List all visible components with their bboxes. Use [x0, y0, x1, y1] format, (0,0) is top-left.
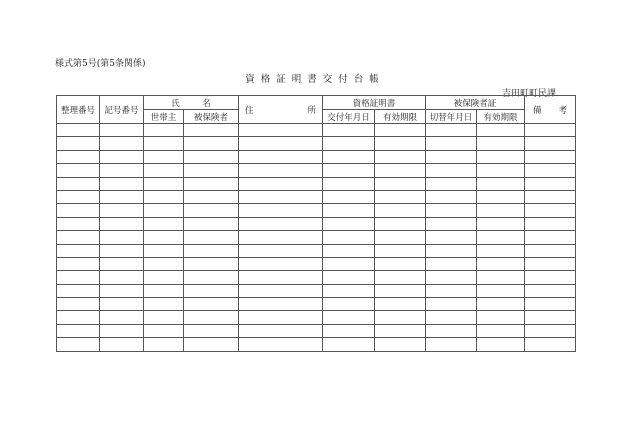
table-row: [57, 284, 576, 297]
table-cell: [525, 271, 576, 284]
table-cell: [323, 124, 375, 137]
table-cell: [525, 164, 576, 177]
header-hihokensha: 被保険者: [184, 110, 239, 124]
table-row: [57, 190, 576, 203]
table-cell: [144, 137, 184, 150]
department-name: 吉田町町民課: [501, 89, 556, 99]
table-cell: [375, 124, 426, 137]
table-cell: [57, 271, 100, 284]
table-cell: [375, 284, 426, 297]
table-cell: [144, 164, 184, 177]
table-cell: [57, 257, 100, 270]
table-cell: [375, 190, 426, 203]
table-cell: [525, 137, 576, 150]
table-cell: [375, 231, 426, 244]
header-kirikae-nengappi: 切替年月日: [426, 110, 477, 124]
table-cell: [100, 338, 144, 351]
table-cell: [477, 284, 525, 297]
table-cell: [144, 324, 184, 337]
header-kofu-nengappi: 交付年月日: [323, 110, 375, 124]
table-cell: [57, 164, 100, 177]
table-cell: [426, 164, 477, 177]
table-cell: [477, 217, 525, 230]
header-hihokenshasho: 被保険者証: [426, 96, 525, 110]
table-cell: [375, 257, 426, 270]
table-cell: [477, 190, 525, 203]
table-cell: [100, 150, 144, 163]
header-jusho-char-2: 所: [307, 105, 316, 116]
table-cell: [57, 150, 100, 163]
table-cell: [57, 284, 100, 297]
table-cell: [100, 164, 144, 177]
table-cell: [239, 284, 323, 297]
header-shimei-char-1: 氏: [171, 98, 180, 109]
table-cell: [239, 217, 323, 230]
table-cell: [323, 284, 375, 297]
table-cell: [184, 257, 239, 270]
table-cell: [426, 271, 477, 284]
table-cell: [144, 217, 184, 230]
table-cell: [323, 137, 375, 150]
table-cell: [57, 231, 100, 244]
table-cell: [100, 177, 144, 190]
table-cell: [426, 298, 477, 311]
table-cell: [144, 257, 184, 270]
table-cell: [100, 298, 144, 311]
table-cell: [477, 338, 525, 351]
table-cell: [477, 324, 525, 337]
table-row: [57, 244, 576, 257]
table-row: [57, 150, 576, 163]
table-cell: [100, 257, 144, 270]
table-cell: [477, 150, 525, 163]
table-cell: [375, 204, 426, 217]
table-cell: [100, 324, 144, 337]
table-cell: [239, 244, 323, 257]
table-cell: [477, 164, 525, 177]
table-cell: [57, 124, 100, 137]
table-cell: [239, 271, 323, 284]
table-cell: [525, 177, 576, 190]
table-cell: [100, 311, 144, 324]
table-cell: [525, 338, 576, 351]
header-yuko-kigen-1: 有効期限: [375, 110, 426, 124]
table-cell: [144, 150, 184, 163]
table-cell: [144, 244, 184, 257]
table-cell: [57, 190, 100, 203]
table-cell: [100, 124, 144, 137]
table-cell: [144, 124, 184, 137]
table-cell: [144, 231, 184, 244]
table-cell: [144, 271, 184, 284]
table-cell: [239, 311, 323, 324]
table-cell: [144, 311, 184, 324]
table-cell: [323, 204, 375, 217]
table-cell: [426, 257, 477, 270]
table-cell: [525, 217, 576, 230]
header-shimei-char-2: 名: [202, 98, 211, 109]
table-cell: [375, 150, 426, 163]
table-cell: [100, 217, 144, 230]
table-cell: [375, 271, 426, 284]
table-cell: [375, 298, 426, 311]
table-cell: [525, 124, 576, 137]
ledger-table: [56, 95, 576, 352]
header-biko-char-1: 備: [533, 105, 542, 116]
table-cell: [184, 338, 239, 351]
table-cell: [57, 177, 100, 190]
table-row: [57, 217, 576, 230]
header-shikaku-shomeisho: 資格証明書: [323, 96, 426, 110]
table-row: [57, 311, 576, 324]
table-row: [57, 137, 576, 150]
table-cell: [323, 298, 375, 311]
table-cell: [477, 177, 525, 190]
table-cell: [184, 190, 239, 203]
table-cell: [144, 284, 184, 297]
table-cell: [184, 324, 239, 337]
table-cell: [525, 244, 576, 257]
table-cell: [100, 284, 144, 297]
table-cell: [57, 338, 100, 351]
table-cell: [57, 217, 100, 230]
document-title: 資格証明書交付台帳: [245, 74, 385, 85]
table-cell: [477, 124, 525, 137]
table-cell: [426, 150, 477, 163]
table-cell: [144, 338, 184, 351]
table-cell: [323, 177, 375, 190]
table-cell: [477, 298, 525, 311]
header-yuko-kigen-2: 有効期限: [477, 110, 525, 124]
table-cell: [100, 271, 144, 284]
table-cell: [525, 284, 576, 297]
table-cell: [477, 231, 525, 244]
table-cell: [57, 298, 100, 311]
table-row: [57, 231, 576, 244]
table-cell: [426, 311, 477, 324]
table-cell: [239, 137, 323, 150]
table-cell: [375, 137, 426, 150]
table-cell: [239, 177, 323, 190]
table-cell: [239, 124, 323, 137]
table-cell: [184, 244, 239, 257]
table-cell: [426, 338, 477, 351]
table-cell: [525, 298, 576, 311]
table-cell: [184, 164, 239, 177]
table-cell: [375, 244, 426, 257]
table-cell: [477, 257, 525, 270]
table-cell: [57, 137, 100, 150]
table-cell: [239, 190, 323, 203]
table-cell: [323, 244, 375, 257]
table-cell: [239, 204, 323, 217]
table-cell: [323, 311, 375, 324]
table-cell: [525, 324, 576, 337]
table-cell: [57, 244, 100, 257]
table-cell: [477, 204, 525, 217]
table-cell: [426, 244, 477, 257]
table-cell: [184, 137, 239, 150]
table-cell: [426, 137, 477, 150]
table-cell: [426, 284, 477, 297]
table-cell: [184, 150, 239, 163]
header-jusho: [239, 96, 323, 124]
table-cell: [525, 190, 576, 203]
table-cell: [477, 137, 525, 150]
table-cell: [144, 204, 184, 217]
table-cell: [184, 311, 239, 324]
table-cell: [323, 217, 375, 230]
table-cell: [375, 217, 426, 230]
form-number: 様式第5号(第5条関係): [55, 59, 146, 69]
table-cell: [144, 190, 184, 203]
table-cell: [525, 204, 576, 217]
table-cell: [426, 204, 477, 217]
table-cell: [239, 164, 323, 177]
table-cell: [239, 231, 323, 244]
header-jusho-char-1: 住: [245, 105, 254, 116]
table-cell: [184, 217, 239, 230]
table-cell: [239, 150, 323, 163]
table-cell: [426, 177, 477, 190]
table-cell: [239, 257, 323, 270]
table-cell: [323, 338, 375, 351]
table-cell: [477, 244, 525, 257]
header-shimei: [144, 96, 239, 110]
table-cell: [323, 190, 375, 203]
table-cell: [184, 124, 239, 137]
table-row: [57, 164, 576, 177]
table-cell: [144, 298, 184, 311]
table-cell: [184, 298, 239, 311]
ledger-body: [57, 124, 576, 352]
table-cell: [525, 150, 576, 163]
table-cell: [525, 257, 576, 270]
table-cell: [375, 164, 426, 177]
table-row: [57, 271, 576, 284]
table-cell: [239, 298, 323, 311]
table-cell: [184, 284, 239, 297]
table-cell: [375, 311, 426, 324]
table-cell: [100, 204, 144, 217]
table-cell: [184, 271, 239, 284]
table-cell: [375, 177, 426, 190]
table-cell: [323, 271, 375, 284]
table-cell: [525, 231, 576, 244]
header-seiri-bango: 整理番号: [57, 96, 100, 124]
table-row: [57, 177, 576, 190]
table-cell: [375, 324, 426, 337]
table-cell: [477, 311, 525, 324]
table-cell: [426, 124, 477, 137]
table-cell: [57, 324, 100, 337]
table-cell: [323, 164, 375, 177]
table-row: [57, 324, 576, 337]
table-cell: [525, 311, 576, 324]
table-cell: [426, 190, 477, 203]
table-cell: [184, 231, 239, 244]
header-kigo-bango: 記号番号: [100, 96, 144, 124]
header-biko: [525, 96, 576, 124]
table-cell: [426, 324, 477, 337]
header-biko-char-2: 考: [558, 105, 568, 116]
table-cell: [100, 190, 144, 203]
table-cell: [144, 177, 184, 190]
header-setainushi: 世帯主: [144, 110, 184, 124]
table-cell: [239, 338, 323, 351]
table-cell: [57, 204, 100, 217]
table-row: [57, 298, 576, 311]
table-row: [57, 257, 576, 270]
table-cell: [100, 244, 144, 257]
table-cell: [239, 324, 323, 337]
table-cell: [323, 231, 375, 244]
table-cell: [426, 231, 477, 244]
table-row: [57, 204, 576, 217]
table-cell: [57, 311, 100, 324]
table-cell: [477, 271, 525, 284]
table-cell: [323, 257, 375, 270]
table-cell: [323, 324, 375, 337]
table-cell: [100, 137, 144, 150]
table-cell: [184, 204, 239, 217]
table-cell: [323, 150, 375, 163]
table-cell: [375, 338, 426, 351]
table-cell: [426, 217, 477, 230]
table-cell: [100, 231, 144, 244]
table-row: [57, 124, 576, 137]
table-cell: [184, 177, 239, 190]
table-row: [57, 338, 576, 351]
